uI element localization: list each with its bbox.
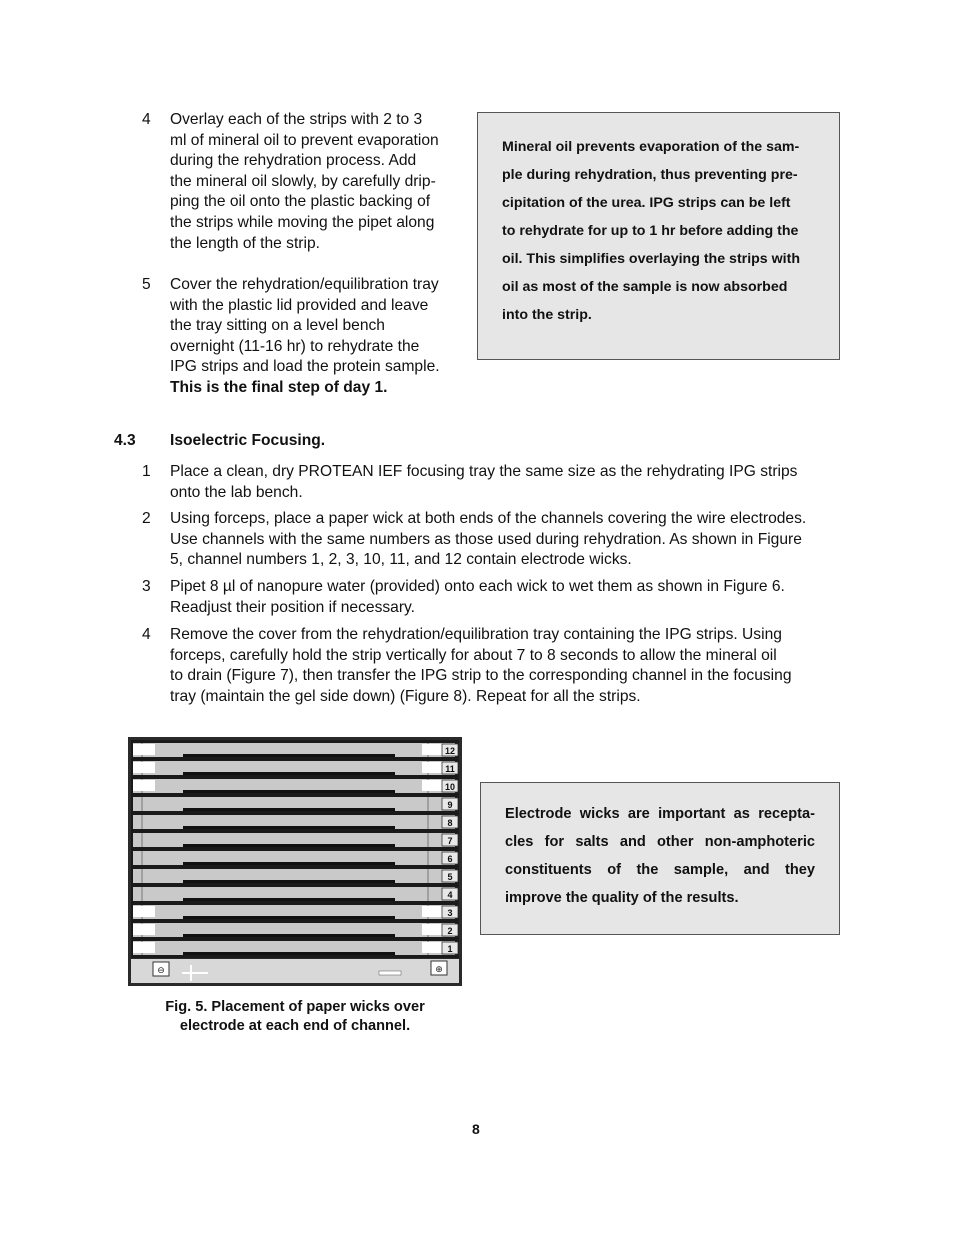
channel-2 bbox=[133, 923, 458, 937]
text-line: overnight (11-16 hr) to rehydrate the bbox=[170, 337, 420, 355]
minus-sign-icon bbox=[379, 971, 401, 975]
paper-wick bbox=[422, 924, 442, 935]
channel-7 bbox=[133, 833, 458, 847]
text-line: Electrode wicks are important as recepta- bbox=[505, 806, 815, 822]
section-number: 4.3 bbox=[114, 432, 136, 449]
paper-wick bbox=[133, 762, 155, 773]
text-line: Place a clean, dry PROTEAN IEF focusing tray the same size as the rehydrating IPG strips bbox=[170, 463, 798, 480]
step-text bbox=[170, 110, 470, 254]
text-line: the tray sitting on a level bench bbox=[170, 317, 385, 335]
text-line: ml of mineral oil to prevent evaporation bbox=[170, 131, 439, 149]
channel-number-label: 3 bbox=[447, 908, 453, 918]
channel-number-label: 9 bbox=[447, 800, 453, 810]
channel-4 bbox=[133, 887, 458, 901]
anode-terminal-icon bbox=[431, 961, 447, 975]
channel-10 bbox=[133, 779, 458, 793]
text-line: Remove the cover from the rehydration/equilibration tray containing the IPG strips. Using bbox=[170, 626, 782, 643]
text-line: tray (maintain the gel side down) (Figure 8). Repeat for all the strips. bbox=[170, 687, 641, 705]
channel-5 bbox=[133, 869, 458, 883]
text-line: Cover the rehydration/equilibration tray bbox=[170, 276, 439, 293]
channel-number-label: 12 bbox=[444, 746, 456, 756]
step-text bbox=[170, 462, 842, 503]
channel-1 bbox=[133, 941, 458, 955]
channel-number-label: 8 bbox=[447, 818, 453, 828]
step-number: 4 bbox=[142, 111, 151, 128]
step-text bbox=[170, 275, 470, 399]
text-line: forceps, carefully hold the strip vertically for about 7 to 8 seconds to allow the mineral oil bbox=[170, 646, 777, 664]
channel-number-label: 7 bbox=[447, 836, 453, 846]
step-text bbox=[170, 625, 842, 707]
section-title: Isoelectric Focusing. bbox=[170, 432, 326, 449]
text-line: with the plastic lid provided and leave bbox=[170, 296, 429, 314]
text-line: onto the lab bench. bbox=[170, 483, 303, 501]
text-line: cles for salts and other non-amphoteric bbox=[505, 834, 815, 850]
paper-wick bbox=[133, 924, 155, 935]
cathode-terminal-icon bbox=[153, 962, 169, 976]
text-line: Mineral oil prevents evaporation of the sam- bbox=[502, 139, 800, 155]
step-number: 3 bbox=[142, 578, 151, 595]
channel-9 bbox=[133, 797, 458, 811]
final-step-note: This is the final step of day 1. bbox=[170, 378, 388, 396]
text-line: improve the quality of the results. bbox=[505, 890, 739, 906]
channel-number-label: 5 bbox=[447, 872, 453, 882]
step-text bbox=[170, 577, 842, 618]
channel-number-label: 1 bbox=[447, 944, 453, 954]
paper-wick bbox=[133, 942, 155, 953]
paper-wick bbox=[133, 780, 155, 791]
text-line: ple during rehydration, thus preventing pre- bbox=[502, 167, 798, 183]
step-number: 4 bbox=[142, 626, 151, 643]
paper-wick bbox=[422, 906, 442, 917]
page-number: 8 bbox=[472, 1121, 480, 1137]
channel-number-label: 6 bbox=[447, 854, 453, 864]
text-line: constituents of the sample, and they bbox=[505, 862, 815, 878]
note-text bbox=[502, 133, 839, 329]
text-line: Readjust their position if necessary. bbox=[170, 598, 415, 616]
channel-12 bbox=[133, 743, 458, 757]
text-line: Use channels with the same numbers as those used during rehydration. As shown in Figure bbox=[170, 530, 802, 548]
channel-3 bbox=[133, 905, 458, 919]
text-line: the mineral oil slowly, by carefully drip- bbox=[170, 172, 436, 190]
step-number: 1 bbox=[142, 463, 151, 480]
channel-number-label: 4 bbox=[447, 890, 453, 900]
text-line: ping the oil onto the plastic backing of bbox=[170, 193, 431, 211]
text-line: into the strip. bbox=[502, 307, 592, 323]
svg-text:⊕: ⊕ bbox=[435, 964, 443, 974]
section-heading bbox=[114, 432, 325, 450]
channel-8 bbox=[133, 815, 458, 829]
tray-base bbox=[131, 959, 459, 983]
paper-wick bbox=[422, 780, 442, 791]
text-line: Fig. 5. Placement of paper wicks over bbox=[165, 999, 425, 1015]
note-text bbox=[505, 800, 815, 912]
text-line: 5, channel numbers 1, 2, 3, 10, 11, and 12 contain electrode wicks. bbox=[170, 551, 632, 569]
text-line: electrode at each end of channel. bbox=[179, 1018, 411, 1034]
text-line: oil as most of the sample is now absorbed bbox=[502, 279, 788, 295]
channel-6 bbox=[133, 851, 458, 865]
step-text bbox=[170, 509, 842, 571]
paper-wick bbox=[422, 762, 442, 773]
text-line: Using forceps, place a paper wick at both ends of the channels covering the wire electrodes. bbox=[170, 510, 807, 527]
channel-number-label: 11 bbox=[445, 764, 455, 774]
figure-caption bbox=[128, 998, 462, 1036]
focusing-tray-figure bbox=[128, 737, 462, 986]
paper-wick bbox=[133, 906, 155, 917]
text-line: Overlay each of the strips with 2 to 3 bbox=[170, 111, 423, 128]
note-electrode-wicks bbox=[480, 782, 840, 935]
text-line: cipitation of the urea. IPG strips can be left bbox=[502, 195, 791, 211]
svg-text:⊖: ⊖ bbox=[157, 965, 165, 975]
text-line: to rehydrate for up to 1 hr before adding the bbox=[502, 223, 799, 239]
text-line: the length of the strip. bbox=[170, 234, 320, 252]
text-line: Pipet 8 µl of nanopure water (provided) onto each wick to wet them as shown in Figure 6. bbox=[170, 578, 785, 595]
channel-11 bbox=[133, 761, 458, 775]
text-line: the strips while moving the pipet along bbox=[170, 213, 435, 231]
text-line: to drain (Figure 7), then transfer the IPG strip to the corresponding channel in the focusing bbox=[170, 667, 792, 685]
paper-wick bbox=[422, 744, 442, 755]
paper-wick bbox=[422, 942, 442, 953]
note-mineral-oil bbox=[477, 112, 840, 360]
step-number: 2 bbox=[142, 510, 151, 527]
text-line: during the rehydration process. Add bbox=[170, 152, 417, 170]
text-line: oil. This simplifies overlaying the strips with bbox=[502, 251, 800, 267]
text-line: IPG strips and load the protein sample. bbox=[170, 358, 440, 376]
step-number: 5 bbox=[142, 276, 151, 293]
channel-number-label: 2 bbox=[447, 926, 453, 936]
paper-wick bbox=[133, 744, 155, 755]
channel-number-label: 10 bbox=[444, 782, 456, 792]
